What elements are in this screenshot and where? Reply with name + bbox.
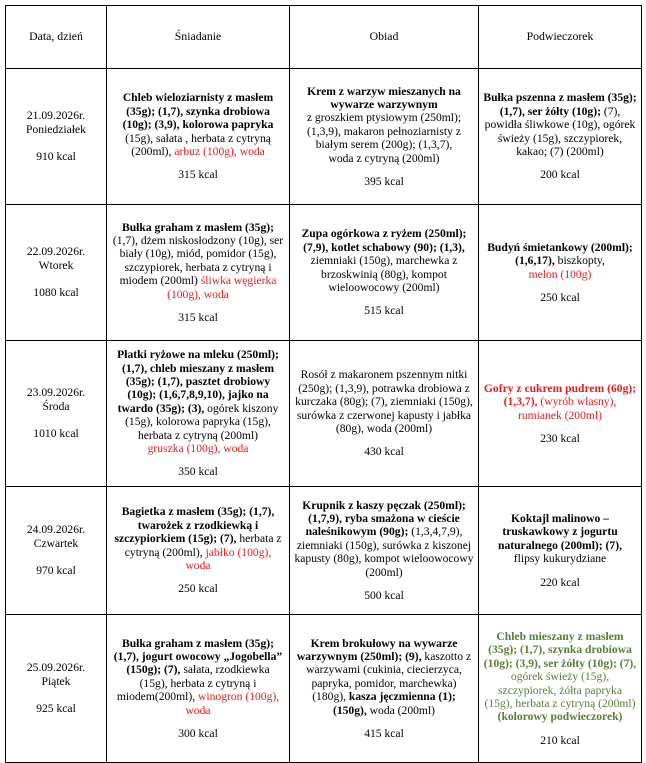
daily-kcal: 1080 kcal <box>33 286 79 300</box>
snack-kcal: 210 kcal <box>540 733 580 747</box>
day-cell <box>6 615 107 763</box>
snack-cell <box>479 205 642 341</box>
daily-kcal: 970 kcal <box>36 564 76 578</box>
date: 24.09.2026r. <box>26 523 86 537</box>
snack-text: Bułka pszenna z masłem (35g); (1,7), ser żółty (10g); <box>483 91 637 118</box>
lunch-cell <box>290 615 479 763</box>
table-row <box>6 487 642 615</box>
weekday: Środa <box>42 399 70 413</box>
header-breakfast: Śniadanie <box>107 6 290 69</box>
weekday: Wtorek <box>38 258 74 272</box>
breakfast-kcal: 250 kcal <box>178 582 218 596</box>
weekday: Poniedziałek <box>26 122 86 136</box>
snack-label: (kolorowy podwieczorek) <box>497 710 623 724</box>
snack-text: Koktajl malinowo – truskawkowy z jogurtu naturalnego (200ml); (7), <box>498 511 622 552</box>
snack-cell <box>479 487 642 615</box>
lunch-kcal: 395 kcal <box>364 175 404 189</box>
lunch-cell <box>290 341 479 487</box>
date: 21.09.2026r. <box>26 109 86 123</box>
breakfast-cell <box>107 615 290 763</box>
lunch-text: z groszkiem ptysiowym (250ml); (1,3,9), makaron pełnoziarnisty z białym serem (200g); (1,3,7), <box>306 111 462 152</box>
breakfast-kcal: 350 kcal <box>178 465 218 479</box>
lunch-text: woda z cytryną (200ml) <box>328 151 440 165</box>
header-date-day: Data, dzień <box>6 6 107 69</box>
snack-text: (7), powidła śliwkowe (10g), ogórek świeży (15g), szczypiorek, kakao; (7) (200ml) <box>484 104 636 158</box>
breakfast-kcal: 315 kcal <box>178 311 218 325</box>
header-snack: Podwieczorek <box>479 6 642 69</box>
breakfast-text: herbata z cytryną (200ml), <box>124 532 282 559</box>
snack-cell <box>479 615 642 763</box>
breakfast-fruit: gruszka (100g), woda <box>147 442 249 456</box>
snack-kcal: 220 kcal <box>540 575 580 589</box>
date: 22.09.2026r. <box>26 245 86 259</box>
weekday: Piątek <box>41 674 71 688</box>
snack-text: Gofry z cukrem pudrem (60g); (1,3,7), <box>483 381 637 409</box>
snack-text: Budyń śmietankowy (200ml); (1,6,17), <box>487 240 633 268</box>
header-lunch: Obiad <box>290 6 479 69</box>
lunch-cell <box>290 487 479 615</box>
lunch-text: kaszotto z warzywami (cukinia, ciecierzyca, papryka, pomidor, marchewka) (180g), <box>306 649 472 704</box>
day-cell <box>6 487 107 615</box>
snack-cell <box>479 69 642 205</box>
breakfast-cell <box>107 69 290 205</box>
date: 25.09.2026r. <box>26 661 86 675</box>
breakfast-text: Bułka graham z masłem (35g); (1,7), jogurt owocowy „Jogobella” (150g); (7), <box>113 636 283 677</box>
breakfast-text: sałata, rzodkiewka (15g), herbata z cytryną i miodem(200ml), <box>116 663 270 704</box>
lunch-text: Rosół z makaronem pszennym nitki (250g); (1,3,9), potrawka drobiowa z kurczaka (80g); (7), ziemniaki (150g), surówka z czerwonej kapusty i jabłka (80g), woda (200ml) <box>295 368 473 435</box>
lunch-kcal: 515 kcal <box>364 304 404 318</box>
daily-kcal: 910 kcal <box>36 150 76 164</box>
lunch-text: Zupa ogórkowa z ryżem (250ml); (7,9), kotlet schabowy (90); (1,3), <box>301 227 467 254</box>
menu-table <box>5 5 642 763</box>
lunch-text: Krem brokułowy na wywarze warzywnym (250ml); (9), <box>296 636 458 663</box>
day-cell <box>6 205 107 341</box>
snack-text: Chleb mieszany z masłem (35g); (1,7), szynka drobiowa (10g); (3,9), ser żółty (10g); (7), <box>483 629 637 670</box>
snack-kcal: 230 kcal <box>540 431 580 445</box>
breakfast-fruit: arbuz (100g), woda <box>174 144 265 158</box>
lunch-text: kasza jęczmienna (1); (150g), <box>332 690 456 717</box>
lunch-kcal: 430 kcal <box>364 445 404 459</box>
snack-cell <box>479 341 642 487</box>
breakfast-text: (1,7), dżem niskosłodzony (10g), ser biały (10g), miód, pomidor (15g), szczypiorek, herbata z cytryną i miodem (200ml) <box>112 233 284 288</box>
breakfast-cell <box>107 487 290 615</box>
snack-fruit: melon (100g) <box>528 267 592 281</box>
header-row <box>6 6 642 69</box>
daily-kcal: 1010 kcal <box>33 427 79 441</box>
snack-text: (wyrób własny), rumianek (200ml) <box>517 395 617 422</box>
snack-kcal: 250 kcal <box>540 290 580 304</box>
breakfast-text: (15g), sałata , herbata z cytryną (200ml), <box>125 131 271 158</box>
breakfast-cell <box>107 341 290 487</box>
breakfast-fruit: jabłko (100g), woda <box>185 545 272 572</box>
lunch-text: Krem z warzyw mieszanych na wywarze warzywnym <box>307 84 461 111</box>
date: 23.09.2026r. <box>26 386 86 400</box>
table-row <box>6 69 642 205</box>
breakfast-text: Bułka graham z masłem (35g); <box>122 220 274 234</box>
breakfast-kcal: 315 kcal <box>178 168 218 182</box>
lunch-text: Krupnik z kaszy pęczak (250ml); (1,7,9), ryba smażona w cieście naleśnikowym (90g); <box>302 498 466 539</box>
day-cell <box>6 341 107 487</box>
breakfast-text: Bagietka z masłem (35g); (1,7), twarożek z rzodkiewką i szczypiorkiem (15g); (7), <box>114 505 275 546</box>
lunch-text: (1,3,4,7,9), ziemniaki (150g), surówka z kiszonej kapusty (80g), kompot wieloowocowy (200ml) <box>294 525 474 579</box>
snack-kcal: 200 kcal <box>540 168 580 182</box>
breakfast-fruit: śliwka węgierka (100g), woda <box>167 274 277 301</box>
breakfast-text: Chleb wieloziarnisty z masłem (35g); (1,7), szynka drobiowa (10g); (3,9), kolorowa papryka <box>122 91 274 132</box>
table-row <box>6 205 642 341</box>
breakfast-fruit: winogron (100g), woda <box>185 690 280 717</box>
breakfast-text: Płatki ryżowe na mleku (250ml); (1,7), chleb mieszany z masłem (35g); (1,7), pasztet drobiowy (10g); (1,6,7,8,9,10), jajko na twardo (35g); (3), <box>117 348 279 415</box>
breakfast-kcal: 300 kcal <box>178 727 218 741</box>
table-row <box>6 615 642 763</box>
snack-text: ogórek świeży (15g), szczypiorek, żółta papryka (15g), herbata z cytryną (200ml) <box>484 670 636 710</box>
breakfast-cell <box>107 205 290 341</box>
lunch-text: woda (200ml) <box>366 703 436 717</box>
table-row <box>6 341 642 487</box>
lunch-text: ziemniaki (150g), marchewka z brzoskwinią (80g), kompot wieloowocowy (200ml) <box>310 254 458 294</box>
daily-kcal: 925 kcal <box>36 702 76 716</box>
weekday: Czwartek <box>33 536 79 550</box>
lunch-kcal: 500 kcal <box>364 589 404 603</box>
snack-text: flipsy kukurydziane <box>513 552 607 566</box>
lunch-cell <box>290 205 479 341</box>
snack-text: biszkopty, <box>557 254 605 268</box>
lunch-cell <box>290 69 479 205</box>
day-cell <box>6 69 107 205</box>
breakfast-text: ogórek kiszony (15g), kolorowa papryka (15g), herbata z cytryną (200ml) <box>125 401 279 442</box>
lunch-kcal: 415 kcal <box>364 727 404 741</box>
